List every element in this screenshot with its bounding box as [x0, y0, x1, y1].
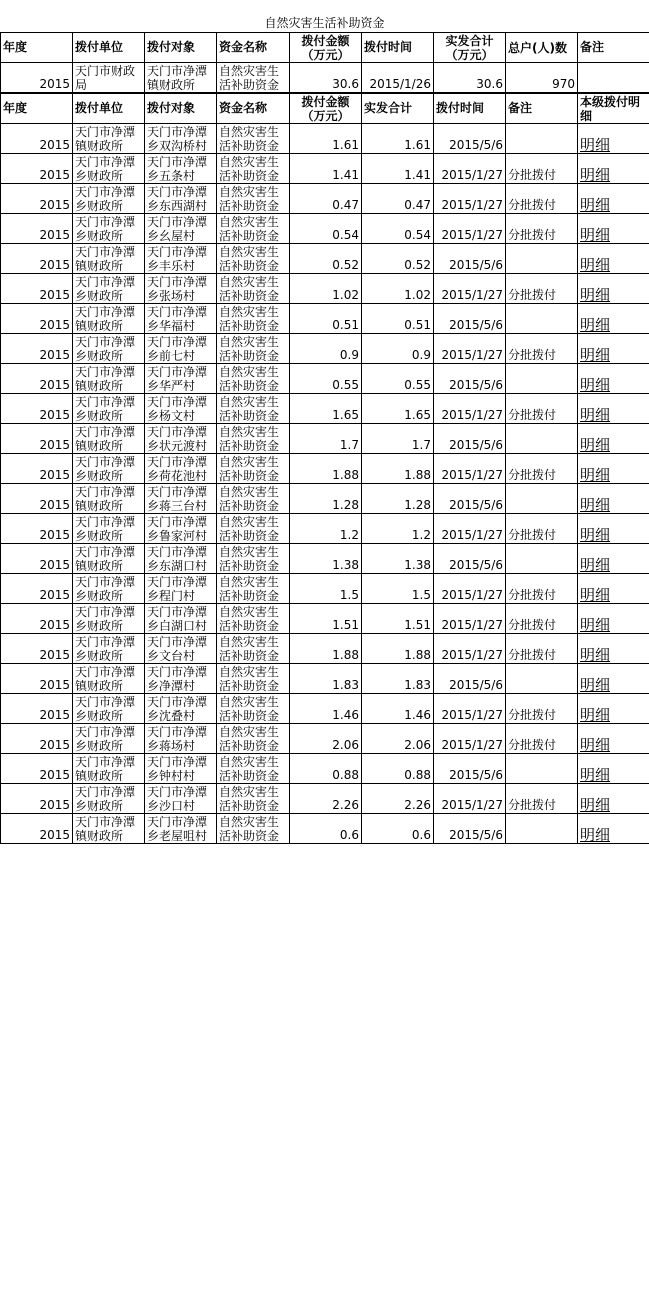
cell-fund: 自然灾害生活补助资金 [217, 664, 290, 694]
table-row [1, 814, 649, 844]
cell-detail [578, 184, 649, 214]
cell-amount: 1.41 [290, 154, 362, 184]
cell-total: 30.6 [434, 63, 506, 93]
cell-payee: 天门市净潭乡华福村 [145, 304, 217, 334]
cell-year: 2015 [1, 724, 73, 754]
detail-link[interactable]: 明细 [580, 646, 611, 664]
cell-detail [578, 394, 649, 424]
cell-note [506, 754, 578, 784]
cell-date: 2015/1/27 [434, 574, 506, 604]
cell-fund: 自然灾害生活补助资金 [217, 63, 290, 93]
cell-payer: 天门市净潭镇财政所 [73, 244, 145, 274]
cell-amount: 2.26 [290, 784, 362, 814]
header-cell: 备注 [578, 33, 649, 63]
cell-detail [578, 124, 649, 154]
detail-link[interactable]: 明细 [580, 226, 611, 244]
cell-payer: 天门市净潭乡财政所 [73, 724, 145, 754]
detail-link[interactable]: 明细 [580, 526, 611, 544]
cell-payee: 天门市净潭乡五条村 [145, 154, 217, 184]
cell-detail [578, 274, 649, 304]
cell-payer: 天门市净潭镇财政所 [73, 424, 145, 454]
cell-note: 分批拨付 [506, 724, 578, 754]
detail-link[interactable]: 明细 [580, 406, 611, 424]
cell-detail [578, 544, 649, 574]
detail-link[interactable]: 明细 [580, 796, 611, 814]
cell-detail [578, 454, 649, 484]
detail-link[interactable]: 明细 [580, 286, 611, 304]
cell-payee: 天门市净潭乡东西湖村 [145, 184, 217, 214]
table-row [1, 244, 649, 274]
cell-payer: 天门市净潭镇财政所 [73, 304, 145, 334]
table-row [1, 334, 649, 364]
cell-fund: 自然灾害生活补助资金 [217, 214, 290, 244]
cell-amount: 0.6 [290, 814, 362, 844]
cell-amount: 1.28 [290, 484, 362, 514]
cell-amount: 0.51 [290, 304, 362, 334]
header-cell: 拨付时间 [362, 33, 434, 63]
cell-amount: 1.51 [290, 604, 362, 634]
cell-note [506, 544, 578, 574]
cell-payer: 天门市净潭乡财政所 [73, 214, 145, 244]
cell-year: 2015 [1, 544, 73, 574]
cell-detail [578, 304, 649, 334]
table-row [1, 544, 649, 574]
cell-payee: 天门市净潭乡鲁家河村 [145, 514, 217, 544]
cell-total: 2.06 [362, 724, 434, 754]
cell-amount: 1.61 [290, 124, 362, 154]
table-row [1, 394, 649, 424]
table-row [1, 574, 649, 604]
cell-total: 0.88 [362, 754, 434, 784]
cell-total: 1.41 [362, 154, 434, 184]
cell-year: 2015 [1, 184, 73, 214]
cell-payee: 天门市净潭乡蒋场村 [145, 724, 217, 754]
cell-year: 2015 [1, 244, 73, 274]
cell-fund: 自然灾害生活补助资金 [217, 574, 290, 604]
header-cell: 拨付金额（万元） [290, 94, 362, 124]
table-row [1, 694, 649, 724]
table-row [1, 184, 649, 214]
cell-date: 2015/5/6 [434, 304, 506, 334]
cell-date: 2015/1/27 [434, 514, 506, 544]
cell-date: 2015/1/27 [434, 724, 506, 754]
detail-link[interactable]: 明细 [580, 706, 611, 724]
cell-fund: 自然灾害生活补助资金 [217, 754, 290, 784]
detail-link[interactable]: 明细 [580, 316, 611, 334]
cell-detail [578, 424, 649, 454]
table-row [1, 784, 649, 814]
cell-note [578, 63, 649, 93]
detail-link[interactable]: 明细 [580, 466, 611, 484]
cell-date: 2015/5/6 [434, 244, 506, 274]
cell-note: 分批拨付 [506, 694, 578, 724]
cell-total: 1.5 [362, 574, 434, 604]
cell-total: 0.54 [362, 214, 434, 244]
cell-payee: 天门市净潭乡沙口村 [145, 784, 217, 814]
cell-note [506, 304, 578, 334]
table-row [1, 424, 649, 454]
cell-payee: 天门市净潭乡净潭村 [145, 664, 217, 694]
cell-payee: 天门市净潭乡杨文村 [145, 394, 217, 424]
cell-date: 2015/1/27 [434, 394, 506, 424]
detail-link[interactable]: 明细 [580, 136, 611, 154]
summary-data-row [1, 63, 649, 93]
header-cell: 拨付金额（万元） [290, 33, 362, 63]
cell-year: 2015 [1, 634, 73, 664]
header-cell: 资金名称 [217, 94, 290, 124]
cell-amount: 1.2 [290, 514, 362, 544]
cell-date: 2015/1/27 [434, 604, 506, 634]
cell-year: 2015 [1, 664, 73, 694]
cell-total: 1.83 [362, 664, 434, 694]
cell-payer: 天门市净潭乡财政所 [73, 454, 145, 484]
cell-date: 2015/1/27 [434, 634, 506, 664]
table-row [1, 304, 649, 334]
cell-detail [578, 334, 649, 364]
cell-year: 2015 [1, 814, 73, 844]
cell-date: 2015/1/27 [434, 214, 506, 244]
cell-payer: 天门市净潭乡财政所 [73, 274, 145, 304]
cell-year: 2015 [1, 63, 73, 93]
detail-link[interactable]: 明细 [580, 586, 611, 604]
cell-year: 2015 [1, 784, 73, 814]
cell-total: 1.7 [362, 424, 434, 454]
cell-fund: 自然灾害生活补助资金 [217, 364, 290, 394]
detail-link[interactable]: 明细 [580, 196, 611, 214]
cell-year: 2015 [1, 154, 73, 184]
cell-detail [578, 484, 649, 514]
cell-year: 2015 [1, 364, 73, 394]
cell-payer: 天门市净潭乡财政所 [73, 514, 145, 544]
cell-fund: 自然灾害生活补助资金 [217, 634, 290, 664]
cell-fund: 自然灾害生活补助资金 [217, 304, 290, 334]
cell-date: 2015/1/27 [434, 334, 506, 364]
cell-total: 1.2 [362, 514, 434, 544]
cell-payer: 天门市净潭镇财政所 [73, 484, 145, 514]
cell-fund: 自然灾害生活补助资金 [217, 334, 290, 364]
cell-payer: 天门市净潭镇财政所 [73, 814, 145, 844]
cell-detail [578, 364, 649, 394]
cell-payee: 天门市净潭乡张场村 [145, 274, 217, 304]
cell-amount: 1.88 [290, 454, 362, 484]
cell-fund: 自然灾害生活补助资金 [217, 244, 290, 274]
table-row [1, 454, 649, 484]
cell-detail [578, 244, 649, 274]
cell-date: 2015/5/6 [434, 484, 506, 514]
cell-date: 2015/1/27 [434, 154, 506, 184]
cell-fund: 自然灾害生活补助资金 [217, 124, 290, 154]
cell-amount: 30.6 [290, 63, 362, 93]
detail-link[interactable]: 明细 [580, 376, 611, 394]
cell-payer: 天门市净潭乡财政所 [73, 604, 145, 634]
detail-table-body [1, 124, 649, 844]
header-cell: 拨付对象 [145, 33, 217, 63]
header-cell: 拨付对象 [145, 94, 217, 124]
cell-payer: 天门市净潭镇财政所 [73, 364, 145, 394]
cell-payer: 天门市净潭乡财政所 [73, 394, 145, 424]
cell-date: 2015/5/6 [434, 754, 506, 784]
table-row [1, 664, 649, 694]
cell-payee: 天门市净潭乡华严村 [145, 364, 217, 394]
cell-detail [578, 214, 649, 244]
cell-fund: 自然灾害生活补助资金 [217, 154, 290, 184]
cell-amount: 1.88 [290, 634, 362, 664]
cell-fund: 自然灾害生活补助资金 [217, 544, 290, 574]
cell-note: 分批拨付 [506, 154, 578, 184]
cell-amount: 0.9 [290, 334, 362, 364]
cell-payee: 天门市净潭乡钟村村 [145, 754, 217, 784]
cell-total: 0.55 [362, 364, 434, 394]
cell-date: 2015/5/6 [434, 664, 506, 694]
cell-note: 分批拨付 [506, 184, 578, 214]
detail-link[interactable]: 明细 [580, 256, 611, 274]
cell-payee: 天门市净潭乡状元渡村 [145, 424, 217, 454]
cell-note: 分批拨付 [506, 514, 578, 544]
cell-fund: 自然灾害生活补助资金 [217, 784, 290, 814]
cell-detail [578, 724, 649, 754]
cell-note: 分批拨付 [506, 604, 578, 634]
cell-note [506, 484, 578, 514]
cell-payer: 天门市净潭乡财政所 [73, 694, 145, 724]
header-cell: 年度 [1, 33, 73, 63]
cell-households: 970 [506, 63, 578, 93]
cell-detail [578, 604, 649, 634]
cell-year: 2015 [1, 694, 73, 724]
cell-total: 2.26 [362, 784, 434, 814]
cell-amount: 1.7 [290, 424, 362, 454]
table-row [1, 754, 649, 784]
table-row [1, 214, 649, 244]
table-row [1, 604, 649, 634]
cell-year: 2015 [1, 484, 73, 514]
cell-total: 0.52 [362, 244, 434, 274]
cell-fund: 自然灾害生活补助资金 [217, 814, 290, 844]
cell-year: 2015 [1, 574, 73, 604]
detail-link[interactable]: 明细 [580, 556, 611, 574]
cell-detail [578, 634, 649, 664]
cell-note: 分批拨付 [506, 784, 578, 814]
cell-detail [578, 574, 649, 604]
cell-note: 分批拨付 [506, 214, 578, 244]
cell-payer: 天门市净潭镇财政所 [73, 124, 145, 154]
cell-year: 2015 [1, 394, 73, 424]
cell-payee: 天门市净潭乡蒋三台村 [145, 484, 217, 514]
cell-payee: 天门市净潭乡文台村 [145, 634, 217, 664]
cell-payer: 天门市净潭镇财政所 [73, 754, 145, 784]
cell-year: 2015 [1, 424, 73, 454]
cell-payee: 天门市净潭乡幺屋村 [145, 214, 217, 244]
cell-total: 1.02 [362, 274, 434, 304]
header-cell: 总户(人)数 [506, 33, 578, 63]
table-row [1, 364, 649, 394]
cell-date: 2015/1/27 [434, 694, 506, 724]
cell-total: 0.47 [362, 184, 434, 214]
cell-detail [578, 154, 649, 184]
cell-date: 2015/1/27 [434, 184, 506, 214]
cell-payee: 天门市净潭乡双沟桥村 [145, 124, 217, 154]
cell-total: 1.46 [362, 694, 434, 724]
cell-note: 分批拨付 [506, 454, 578, 484]
summary-table [0, 32, 649, 93]
cell-payee: 天门市净潭乡东湖口村 [145, 544, 217, 574]
table-row [1, 124, 649, 154]
cell-year: 2015 [1, 454, 73, 484]
detail-link[interactable]: 明细 [580, 766, 611, 784]
cell-payer: 天门市净潭乡财政所 [73, 574, 145, 604]
cell-fund: 自然灾害生活补助资金 [217, 394, 290, 424]
page-title: 自然灾害生活补助资金 [264, 16, 385, 30]
cell-year: 2015 [1, 124, 73, 154]
cell-amount: 1.38 [290, 544, 362, 574]
cell-note [506, 814, 578, 844]
cell-payer: 天门市净潭乡财政所 [73, 334, 145, 364]
cell-payee: 天门市净潭乡白湖口村 [145, 604, 217, 634]
cell-total: 1.65 [362, 394, 434, 424]
cell-payer: 天门市净潭镇财政所 [73, 664, 145, 694]
cell-date: 2015/5/6 [434, 124, 506, 154]
cell-amount: 0.55 [290, 364, 362, 394]
header-cell: 实发合计（万元） [434, 33, 506, 63]
detail-link[interactable]: 明细 [580, 826, 611, 844]
cell-year: 2015 [1, 754, 73, 784]
header-cell: 实发合计 [362, 94, 434, 124]
cell-total: 1.38 [362, 544, 434, 574]
cell-payer: 天门市净潭乡财政所 [73, 184, 145, 214]
cell-fund: 自然灾害生活补助资金 [217, 424, 290, 454]
cell-note: 分批拨付 [506, 394, 578, 424]
table-row [1, 724, 649, 754]
header-cell: 拨付单位 [73, 33, 145, 63]
cell-total: 1.88 [362, 454, 434, 484]
cell-fund: 自然灾害生活补助资金 [217, 514, 290, 544]
cell-amount: 0.52 [290, 244, 362, 274]
detail-link[interactable]: 明细 [580, 166, 611, 184]
cell-note [506, 424, 578, 454]
header-cell: 备注 [506, 94, 578, 124]
cell-amount: 1.83 [290, 664, 362, 694]
cell-payee: 天门市净潭镇财政所 [145, 63, 217, 93]
table-row [1, 484, 649, 514]
cell-payer: 天门市净潭乡财政所 [73, 154, 145, 184]
cell-detail [578, 754, 649, 784]
cell-payee: 天门市净潭乡荷花池村 [145, 454, 217, 484]
table-row [1, 634, 649, 664]
cell-year: 2015 [1, 604, 73, 634]
cell-payee: 天门市净潭乡程门村 [145, 574, 217, 604]
header-cell: 拨付单位 [73, 94, 145, 124]
cell-total: 0.6 [362, 814, 434, 844]
cell-detail [578, 784, 649, 814]
cell-note [506, 124, 578, 154]
cell-amount: 0.47 [290, 184, 362, 214]
detail-link[interactable]: 明细 [580, 736, 611, 754]
cell-total: 1.61 [362, 124, 434, 154]
cell-date: 2015/1/27 [434, 784, 506, 814]
cell-note: 分批拨付 [506, 634, 578, 664]
cell-date: 2015/1/27 [434, 274, 506, 304]
summary-header-row [1, 33, 649, 63]
detail-link[interactable]: 明细 [580, 346, 611, 364]
cell-year: 2015 [1, 214, 73, 244]
cell-payee: 天门市净潭乡丰乐村 [145, 244, 217, 274]
cell-detail [578, 664, 649, 694]
cell-amount: 0.54 [290, 214, 362, 244]
cell-year: 2015 [1, 274, 73, 304]
cell-amount: 1.02 [290, 274, 362, 304]
cell-fund: 自然灾害生活补助资金 [217, 694, 290, 724]
cell-detail [578, 514, 649, 544]
cell-amount: 1.65 [290, 394, 362, 424]
cell-payer: 天门市净潭乡财政所 [73, 784, 145, 814]
cell-year: 2015 [1, 514, 73, 544]
cell-detail [578, 814, 649, 844]
cell-total: 0.51 [362, 304, 434, 334]
cell-note [506, 364, 578, 394]
cell-fund: 自然灾害生活补助资金 [217, 604, 290, 634]
header-cell: 资金名称 [217, 33, 290, 63]
header-cell: 拨付时间 [434, 94, 506, 124]
header-cell: 年度 [1, 94, 73, 124]
cell-total: 1.88 [362, 634, 434, 664]
cell-payee: 天门市净潭乡前七村 [145, 334, 217, 364]
table-row [1, 274, 649, 304]
cell-amount: 1.5 [290, 574, 362, 604]
cell-payee: 天门市净潭乡老屋咀村 [145, 814, 217, 844]
cell-amount: 0.88 [290, 754, 362, 784]
cell-amount: 1.46 [290, 694, 362, 724]
cell-total: 1.51 [362, 604, 434, 634]
cell-year: 2015 [1, 334, 73, 364]
detail-link[interactable]: 明细 [580, 616, 611, 634]
cell-detail [578, 694, 649, 724]
cell-note: 分批拨付 [506, 574, 578, 604]
cell-fund: 自然灾害生活补助资金 [217, 484, 290, 514]
cell-fund: 自然灾害生活补助资金 [217, 454, 290, 484]
cell-note: 分批拨付 [506, 274, 578, 304]
cell-year: 2015 [1, 304, 73, 334]
detail-header-row [1, 94, 649, 124]
cell-date: 2015/5/6 [434, 814, 506, 844]
detail-link[interactable]: 明细 [580, 676, 611, 694]
header-cell: 本级拨付明细 [578, 94, 649, 124]
cell-date: 2015/1/27 [434, 454, 506, 484]
detail-link[interactable]: 明细 [580, 496, 611, 514]
cell-total: 0.9 [362, 334, 434, 364]
table-row [1, 154, 649, 184]
cell-date: 2015/5/6 [434, 424, 506, 454]
cell-date: 2015/5/6 [434, 364, 506, 394]
cell-note [506, 664, 578, 694]
cell-date: 2015/1/26 [362, 63, 434, 93]
cell-fund: 自然灾害生活补助资金 [217, 724, 290, 754]
cell-payer: 天门市净潭乡财政所 [73, 634, 145, 664]
cell-amount: 2.06 [290, 724, 362, 754]
detail-link[interactable]: 明细 [580, 436, 611, 454]
cell-note [506, 244, 578, 274]
table-row [1, 514, 649, 544]
cell-date: 2015/5/6 [434, 544, 506, 574]
cell-payer: 天门市财政局 [73, 63, 145, 93]
cell-fund: 自然灾害生活补助资金 [217, 274, 290, 304]
cell-payee: 天门市净潭乡沈叠村 [145, 694, 217, 724]
cell-payer: 天门市净潭镇财政所 [73, 544, 145, 574]
detail-table [0, 93, 649, 844]
cell-note: 分批拨付 [506, 334, 578, 364]
cell-total: 1.28 [362, 484, 434, 514]
cell-fund: 自然灾害生活补助资金 [217, 184, 290, 214]
